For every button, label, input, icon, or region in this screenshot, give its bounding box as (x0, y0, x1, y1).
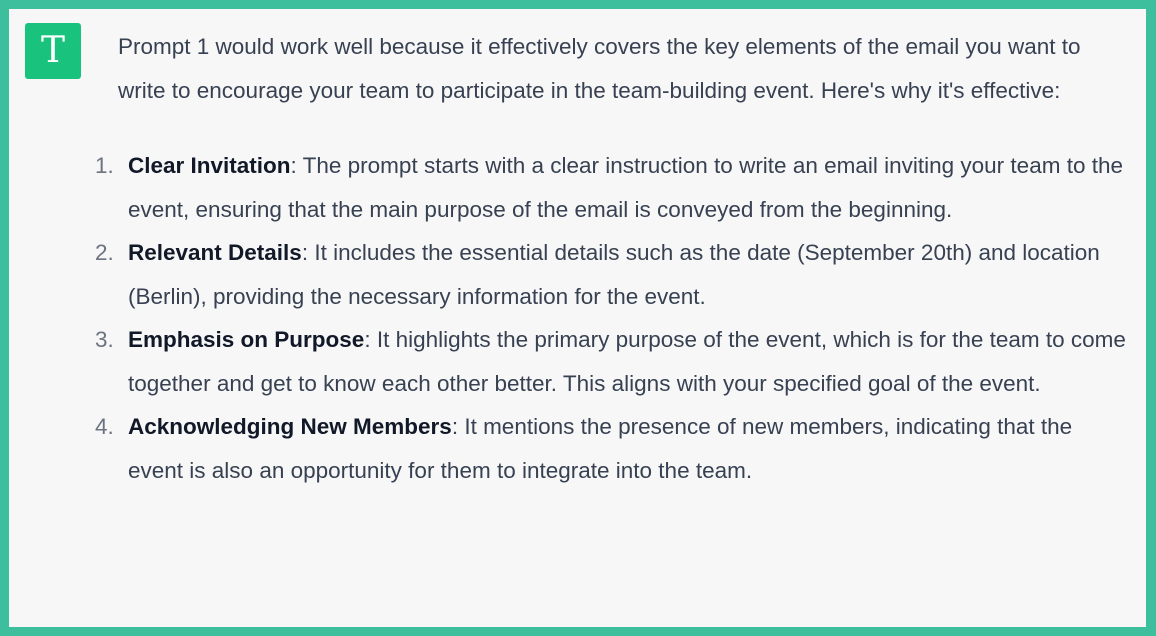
chat-message-panel (9, 9, 1146, 627)
list-item-number: 2. (95, 240, 114, 265)
list-item (95, 144, 1128, 231)
list-item-text: : It mentions the presence of new members, indicating that the event is also an opportunity for them to integrate into the team. (128, 414, 1073, 483)
list-item-number: 3. (95, 327, 114, 352)
list-item-text: : It includes the essential details such as the date (September 20th) and location (Berlin), providing the necessary information for the event. (128, 240, 1100, 309)
list-item-number: 1. (95, 153, 114, 178)
list-item-number: 4. (95, 414, 114, 439)
message-intro: Prompt 1 would work well because it effectively covers the key elements of the email you want to write to encourage your team to participate in the team-building event. Here's why it's effective: (118, 34, 1081, 103)
message-body (95, 25, 1128, 492)
numbered-list (95, 144, 1128, 492)
list-item-term: Relevant Details (128, 240, 302, 265)
list-item (95, 318, 1128, 405)
list-item-text: : The prompt starts with a clear instruction to write an email inviting your team to the event, ensuring that the main purpose of the email is conveyed from the beginning. (128, 153, 1123, 222)
list-item-term: Acknowledging New Members (128, 414, 452, 439)
list-item (95, 231, 1128, 318)
list-item-text: : It highlights the primary purpose of the event, which is for the team to come together and get to know each other better. This aligns with your specified goal of the event. (128, 327, 1126, 396)
list-item (95, 405, 1128, 492)
list-item-term: Clear Invitation (128, 153, 291, 178)
list-item-term: Emphasis on Purpose (128, 327, 365, 352)
assistant-avatar-icon: T (25, 23, 81, 79)
